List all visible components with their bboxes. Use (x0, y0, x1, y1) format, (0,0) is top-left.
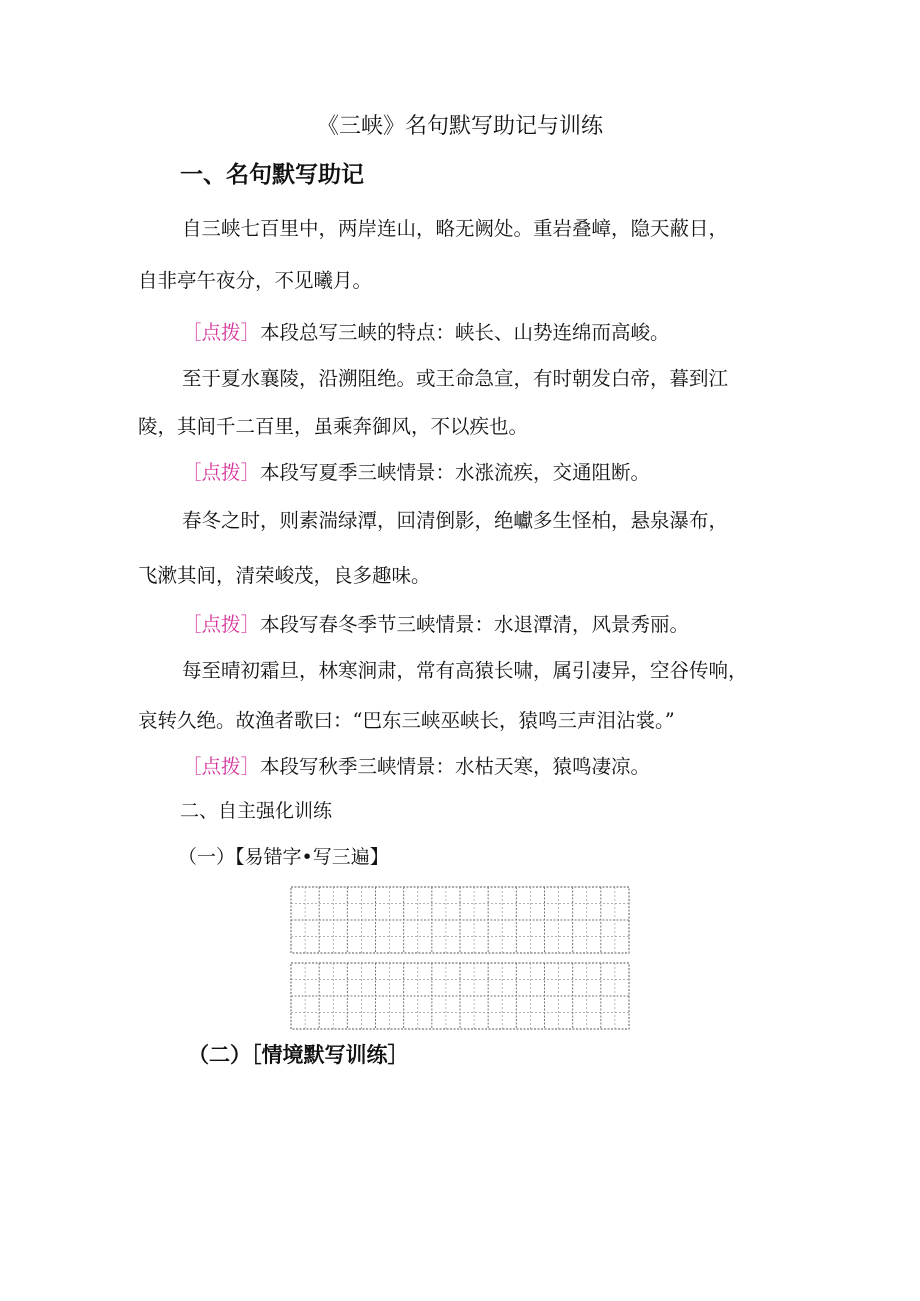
hint-3-tag: ［点拨］ (182, 613, 261, 636)
section2-heading: 二、自主强化训练 (180, 800, 333, 822)
hint-3-text: 本段写春冬季节三峡情景：水退潭清，风景秀丽。 (260, 613, 690, 636)
writing-grid-2-svg (290, 962, 630, 1030)
hint-2-tag: ［点拨］ (182, 461, 261, 484)
hint-4-text: 本段写秋季三峡情景：水枯天寒，猿鸣凄凉。 (260, 755, 651, 778)
paragraph-1-line-1: 自三峡七百里中，两岸连山，略无阙处。重岩叠嶂，隐天蔽日， (182, 217, 729, 240)
hint-4 (182, 752, 650, 782)
section2-sub2: （二）［情境默写训练］ (188, 1043, 409, 1067)
paragraph-1-line-2: 自非亭午夜分，不见曦月。 (138, 269, 373, 292)
paragraph-4-line-2: 哀转久绝。故渔者歌曰：“巴东三峡巫峡长，猿鸣三声泪沾裳。” (138, 709, 675, 732)
hint-4-tag: ［点拨］ (182, 755, 261, 778)
paragraph-4-line-1: 每至晴初霜旦，林寒涧肃，常有高猿长啸，属引凄异，空谷传响， (182, 659, 748, 682)
hint-2 (182, 458, 650, 488)
section1-heading: 一、名句默写助记 (180, 162, 364, 188)
hint-3 (182, 610, 689, 640)
hint-1-text: 本段总写三峡的特点：峡长、山势连绵而高峻。 (260, 321, 670, 344)
hint-1 (182, 318, 670, 348)
paragraph-2-line-2: 陵，其间千二百里，虽乘奔御风，不以疾也。 (138, 415, 529, 438)
hint-2-text: 本段写夏季三峡情景：水涨流疾，交通阻断。 (260, 461, 651, 484)
document-title: 《三峡》名句默写助记与训练 (316, 114, 603, 139)
writing-grid-2[interactable] (290, 962, 630, 1030)
paragraph-2-line-1: 至于夏水襄陵，沿溯阻绝。或王命急宣，有时朝发白帝，暮到江 (182, 367, 729, 390)
paragraph-3-line-2: 飞漱其间，清荣峻茂，良多趣味。 (138, 564, 431, 587)
writing-grid-1-svg (290, 886, 630, 954)
paragraph-3-line-1: 春冬之时，则素湍绿潭，回清倒影，绝巘多生怪柏，悬泉瀑布， (182, 509, 729, 532)
hint-1-tag: ［点拨］ (182, 321, 261, 344)
section2-sub1: （一）【易错字•写三遍】 (178, 846, 389, 868)
writing-grid-1[interactable] (290, 886, 630, 954)
